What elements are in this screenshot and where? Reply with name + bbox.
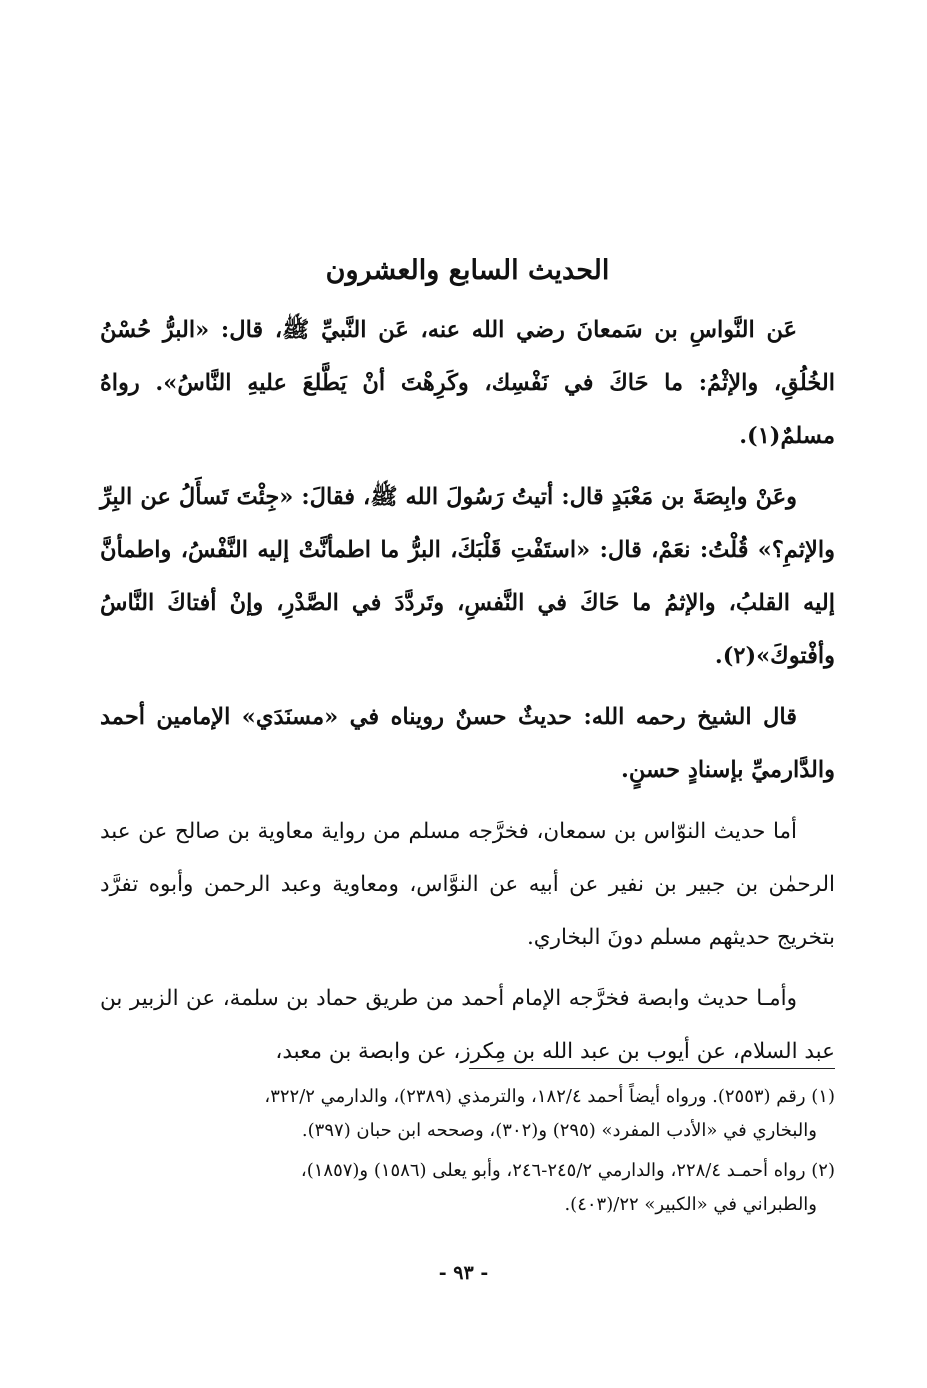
footnote-1-line-1: (١) رقم (٢٥٥٣). ورواه أيضاً أحمد ١٨٢/٤، والترمذي (٢٣٨٩)، والدارمي ٣٢٢/٢، bbox=[264, 1086, 835, 1107]
chapter-title: الحديث السابع والعشرون bbox=[325, 255, 610, 286]
footnote-separator-rule bbox=[469, 1068, 835, 1069]
commentary-nawwas-paragraph: أما حديث النوّاس بن سمعان، فخرَّجه مسلم من رواية معاوية بن صالح عن عبد الرحمٰن بن جبير بن نفير عن أبيه عن النوَّاس، ومعاوية وعبد الرحمن وأبوه تفرَّد بتخريج حديثهم مسلم دونَ البخاري. bbox=[100, 819, 835, 950]
footnote-1 bbox=[100, 1080, 835, 1148]
hadith-nawwas-paragraph: عَن النَّواسِ بن سَمعانَ رضي الله عنه، عَن النَّبيِّ ﷺ، قال: «البرُّ حُسْنُ الخُلُقِ، والإثْمُ: ما حَاكَ في نَفْسِك، وكَرِهْتَ أنْ يَطَّلعَ عليهِ النَّاسُ». رواهُ مسلمٌ(١). bbox=[100, 317, 835, 449]
footnote-1-line-2: والبخاري في «الأدب المفرد» (٢٩٥) و(٣٠٢)، وصححه ابن حبان (٣٩٧). bbox=[301, 1120, 817, 1141]
main-text-block bbox=[100, 248, 835, 1086]
sheikh-grading-paragraph: قال الشيخ رحمه الله: حديثٌ حسنٌ رويناه في «مسنَدَي» الإمامين أحمد والدَّارميِّ بإسنادٍ حسنٍ. bbox=[100, 704, 835, 783]
hadith-wabisa-paragraph: وعَنْ وابِصَةَ بن مَعْبَدٍ قال: أتيتُ رَسُولَ الله ﷺ، فقالَ: «جِئْتَ تَسأَلُ عن البِرِّ والإثمِ؟» قُلْتُ: نعَمْ، قال: «استَفْتِ قَلْبَكَ، البرُّ ما اطمأنَّتْ إليه النَّفْسُ، واطمأنَّ إليه القلبُ، والإثمُ ما حَاكَ في النَّفسِ، وتَردَّدَ في الصَّدْرِ، وإنْ أفتاكَ النَّاسُ وأفْتوكَ»(٢). bbox=[100, 484, 835, 669]
footnote-2-line-1: (٢) رواه أحمـد ٢٢٨/٤، والدارمي ٢٤٥/٢-٢٤٦، وأبو يعلى (١٥٨٦) و(١٨٥٧)، bbox=[300, 1160, 835, 1181]
footnotes-block bbox=[100, 1080, 835, 1228]
commentary-wabisa-paragraph: وأمـا حديث وابصة فخرَّجه الإمام أحمد من طريق حماد بن سلمة، عن الزبير بن عبد السلام، عن أيوب بن عبد الله بن مِكرز، عن وابصة بن معبد، bbox=[100, 986, 835, 1064]
footnote-2 bbox=[100, 1154, 835, 1222]
footnote-2-line-2: والطبراني في «الكبير» ٢٢/(٤٠٣). bbox=[564, 1194, 817, 1215]
page-number: - ٩٣ - bbox=[438, 1262, 489, 1284]
